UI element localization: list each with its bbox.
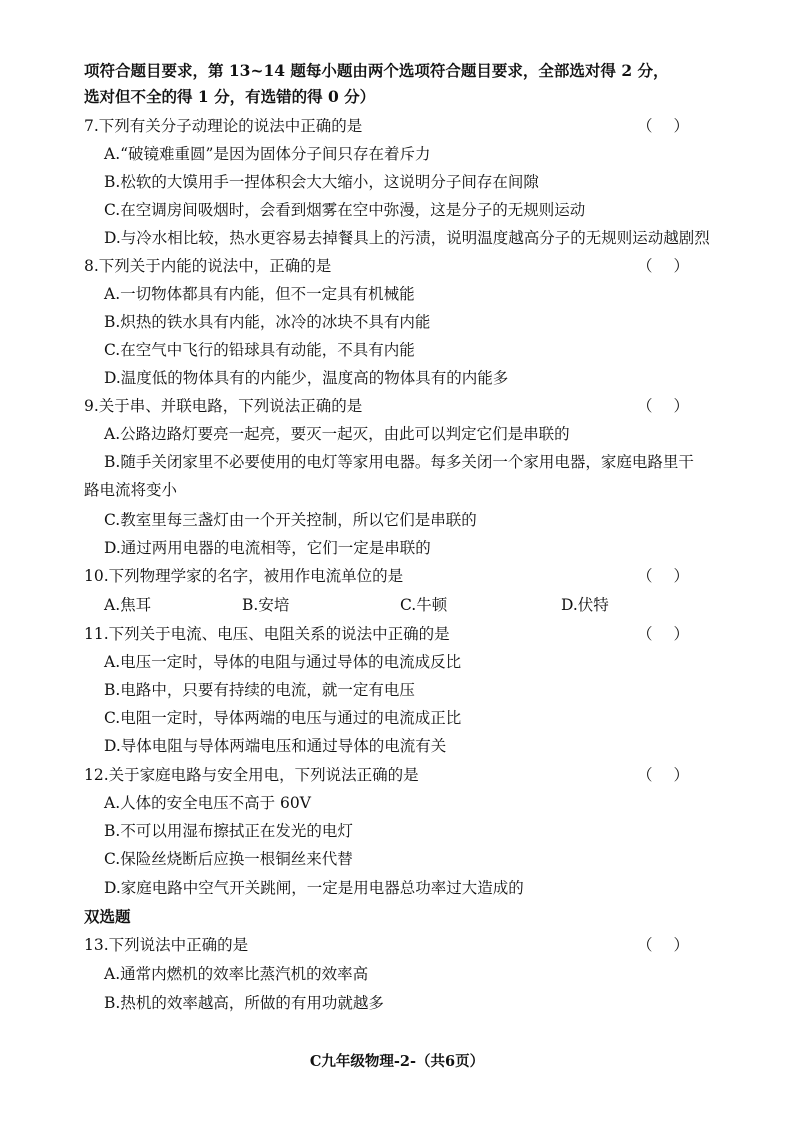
question-12-option-d: D.家庭电路中空气开关跳闸，一定是用电器总功率过大造成的 bbox=[104, 879, 524, 897]
answer-blank-13[interactable]: （ ） bbox=[637, 936, 689, 954]
question-13-option-a: A.通常内燃机的效率比蒸汽机的效率高 bbox=[104, 965, 369, 983]
answer-blank-8[interactable]: （ ） bbox=[637, 257, 689, 275]
question-9-option-c: C.教室里每三盏灯由一个开关控制，所以它们是串联的 bbox=[104, 511, 477, 529]
question-7-option-c: C.在空调房间吸烟时，会看到烟雾在空中弥漫，这是分子的无规则运动 bbox=[104, 201, 586, 219]
question-8-option-a: A.一切物体都具有内能，但不一定具有机械能 bbox=[104, 285, 415, 303]
question-8-option-c: C.在空气中飞行的铅球具有动能，不具有内能 bbox=[104, 341, 415, 359]
question-12-option-a: A.人体的安全电压不高于 60V bbox=[104, 794, 311, 812]
question-10-option-a: A.焦耳 bbox=[104, 596, 152, 614]
question-9-option-a: A.公路边路灯要亮一起亮，要灭一起灭，由此可以判定它们是串联的 bbox=[104, 425, 570, 443]
question-11-option-a: A.电压一定时，导体的电阻与通过导体的电流成反比 bbox=[104, 653, 462, 671]
question-11-option-d: D.导体电阻与导体两端电压和通过导体的电流有关 bbox=[104, 737, 447, 755]
question-13-stem: 13.下列说法中正确的是 bbox=[84, 936, 249, 954]
answer-blank-7[interactable]: （ ） bbox=[637, 117, 689, 135]
question-11-option-b: B.电路中，只要有持续的电流，就一定有电压 bbox=[104, 681, 415, 699]
question-9-stem: 9.关于串、并联电路，下列说法正确的是 bbox=[84, 397, 363, 415]
question-8-option-b: B.炽热的铁水具有内能，冰冷的冰块不具有内能 bbox=[104, 313, 431, 331]
answer-blank-10[interactable]: （ ） bbox=[637, 567, 689, 585]
question-10-option-b: B.安培 bbox=[242, 596, 290, 614]
answer-blank-12[interactable]: （ ） bbox=[637, 766, 689, 784]
question-7-option-b: B.松软的大馍用手一捏体积会大大缩小，这说明分子间存在间隙 bbox=[104, 173, 539, 191]
question-12-stem: 12.关于家庭电路与安全用电，下列说法正确的是 bbox=[84, 766, 419, 784]
question-9-option-d: D.通过两用电器的电流相等，它们一定是串联的 bbox=[104, 539, 431, 557]
question-12-option-b: B.不可以用湿布擦拭正在发光的电灯 bbox=[104, 822, 353, 840]
question-13-option-b: B.热机的效率越高，所做的有用功就越多 bbox=[104, 994, 384, 1012]
question-8-stem: 8.下列关于内能的说法中，正确的是 bbox=[84, 257, 332, 275]
question-9-option-b-line-2: 路电流将变小 bbox=[84, 481, 178, 499]
section-heading-double-choice: 双选题 bbox=[84, 907, 131, 926]
question-9-option-b-line-1: B.随手关闭家里不必要使用的电灯等家用电器。每多关闭一个家用电器，家庭电路里干 bbox=[104, 453, 694, 471]
question-7-option-d: D.与冷水相比较，热水更容易去掉餐具上的污渍，说明温度越高分子的无规则运动越剧烈 bbox=[104, 229, 710, 247]
question-8-option-d: D.温度低的物体具有的内能少，温度高的物体具有的内能多 bbox=[104, 369, 509, 387]
question-10-option-d: D.伏特 bbox=[561, 596, 609, 614]
question-10-option-c: C.牛顿 bbox=[400, 596, 448, 614]
question-11-stem: 11.下列关于电流、电压、电阻关系的说法中正确的是 bbox=[84, 625, 450, 643]
intro-line-1: 项符合题目要求，第 13~14 题每小题由两个选项符合题目要求，全部选对得 2 分， bbox=[84, 61, 669, 80]
question-7-option-a: A.“破镜难重圆”是因为固体分子间只存在着斥力 bbox=[104, 145, 431, 163]
question-12-option-c: C.保险丝烧断后应换一根铜丝来代替 bbox=[104, 850, 353, 868]
question-10-stem: 10.下列物理学家的名字，被用作电流单位的是 bbox=[84, 567, 404, 585]
page-footer: C九年级物理-2-（共6页） bbox=[309, 1053, 485, 1070]
answer-blank-11[interactable]: （ ） bbox=[637, 625, 689, 643]
intro-line-2: 选对但不全的得 1 分，有选错的得 0 分） bbox=[84, 87, 376, 106]
question-11-option-c: C.电阻一定时，导体两端的电压与通过的电流成正比 bbox=[104, 709, 462, 727]
question-7-stem: 7.下列有关分子动理论的说法中正确的是 bbox=[84, 117, 363, 135]
answer-blank-9[interactable]: （ ） bbox=[637, 397, 689, 415]
